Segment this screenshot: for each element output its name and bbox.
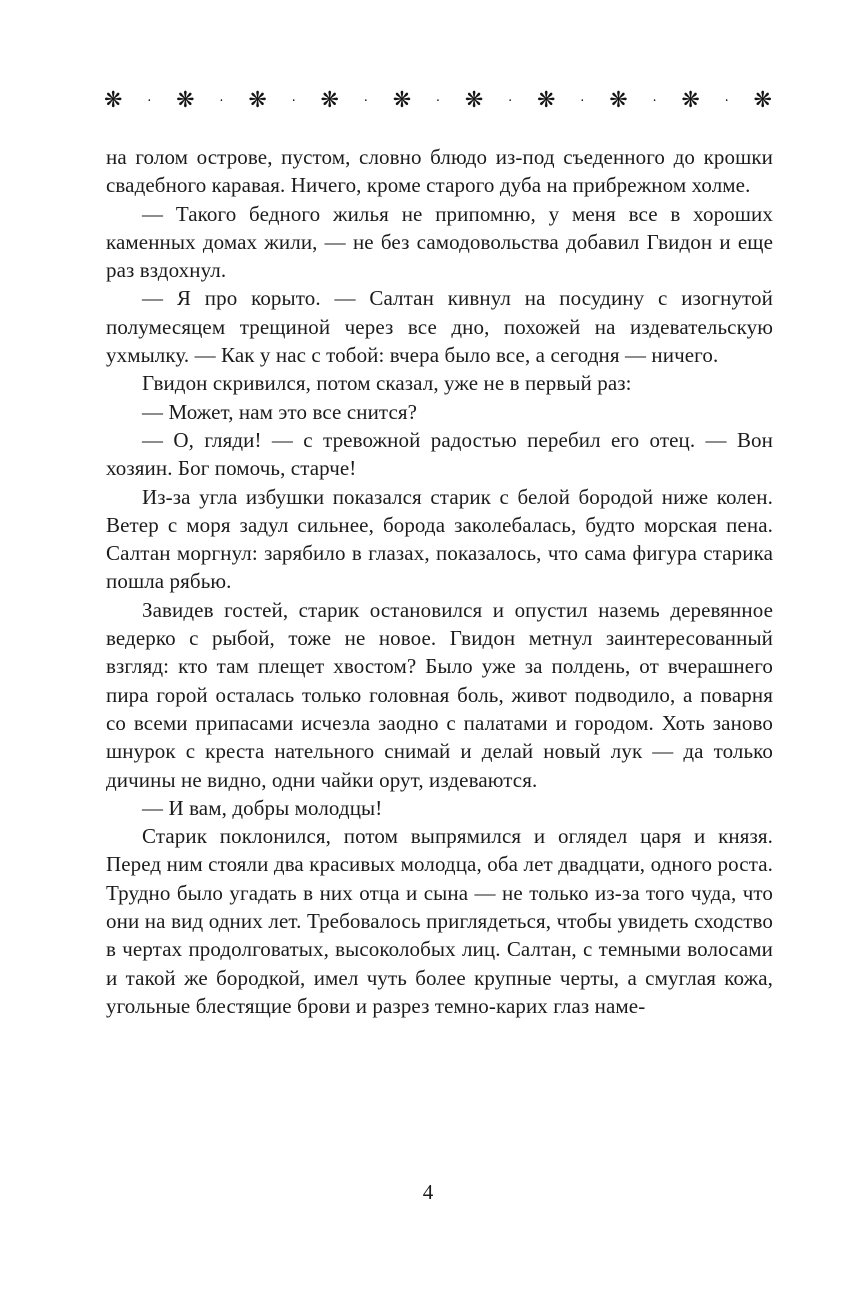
ornament-separator-icon: · [219, 93, 224, 109]
paragraph: Завидев гостей, старик остановился и опустил наземь деревянное ведерко с рыбой, тоже не новое. Гвидон метнул заинтересованный взгляд: кто там плещет хвостом? Было уже за полдень, от вчерашнего пира горой осталась только головная боль, живот подводило, а поварня со всеми припасами исчезла заодно с палатами и городом. Хоть заново шнурок с креста нательного снимай и делай новый лук — да только дичины не видно, одни чайки орут, издеваются. [106, 597, 773, 792]
ornament-icon: ❋ [176, 88, 195, 113]
paragraph: на голом острове, пустом, словно блюдо из-под съеденного до крошки свадебного каравая. Ничего, кроме старого дуба на прибрежном холме. [106, 145, 773, 198]
ornament-icon: ❋ [464, 88, 484, 113]
ornament-separator-icon: · [435, 93, 441, 109]
ornament-separator-icon: · [580, 93, 585, 109]
paragraph: — Может, нам это все снится? [142, 399, 418, 424]
page-text [106, 143, 773, 1020]
ornament-separator-icon: · [147, 93, 152, 109]
paragraph: Из-за угла избушки показался старик с белой бородой ниже колен. Ветер с моря задул сильнее, борода заколебалась, будто морская пена. Салтан моргнул: зарябило в глазах, показалось, что сама фигура старика пошла рябью. [106, 484, 773, 594]
ornament-icon: ❋ [753, 88, 772, 113]
paragraph: — Такого бедного жилья не припомню, у меня все в хороших каменных домах жили, — не без самодовольства добавил Гвидон и еще раз вздохнул. [106, 201, 773, 283]
ornament-icon: ❋ [681, 88, 700, 113]
ornament-band [104, 90, 772, 112]
ornament-icon: ❋ [104, 88, 123, 113]
paragraph: — Я про корыто. — Салтан кивнул на посудину с изогнутой полумесяцем трещиной через все дно, похожей на издевательскую ухмылку. — Как у нас с тобой: вчера было все, а сегодня — ничего. [106, 286, 773, 368]
paragraph: — И вам, добры молодцы! [142, 795, 383, 820]
ornament-icon: ❋ [537, 88, 556, 113]
ornament-icon: ❋ [248, 88, 267, 113]
ornament-separator-icon: · [363, 93, 368, 109]
paragraph: Старик поклонился, потом выпрямился и оглядел царя и князя. Перед ним стояли два красивых молодца, оба лет двадцати, одного роста. Трудно было угадать в них отца и сына — не только из-за того чуда, что они на вид одних лет. Требовалось приглядеться, чтобы увидеть сходство в чертах продолговатых, высоколобых лиц. Салтан, с темными волосами и такой же бородкой, имел чуть более крупные черты, а смуглая кожа, угольные блестящие брови и разрез темно-карих глаз наме- [106, 824, 773, 1018]
ornament-separator-icon: · [291, 93, 296, 109]
page-number: 4 [422, 1180, 434, 1204]
ornament-separator-icon: · [724, 93, 729, 109]
ornament-icon: ❋ [320, 88, 339, 113]
paragraph: — О, гляди! — с тревожной радостью перебил его отец. — Вон хозяин. Бог помочь, старче! [106, 427, 773, 481]
ornament-separator-icon: · [652, 93, 657, 109]
ornament-icon: ❋ [392, 88, 412, 113]
paragraph: Гвидон скривился, потом сказал, уже не в первый раз: [142, 371, 632, 396]
ornament-icon: ❋ [609, 88, 628, 113]
ornament-separator-icon: · [508, 93, 513, 109]
